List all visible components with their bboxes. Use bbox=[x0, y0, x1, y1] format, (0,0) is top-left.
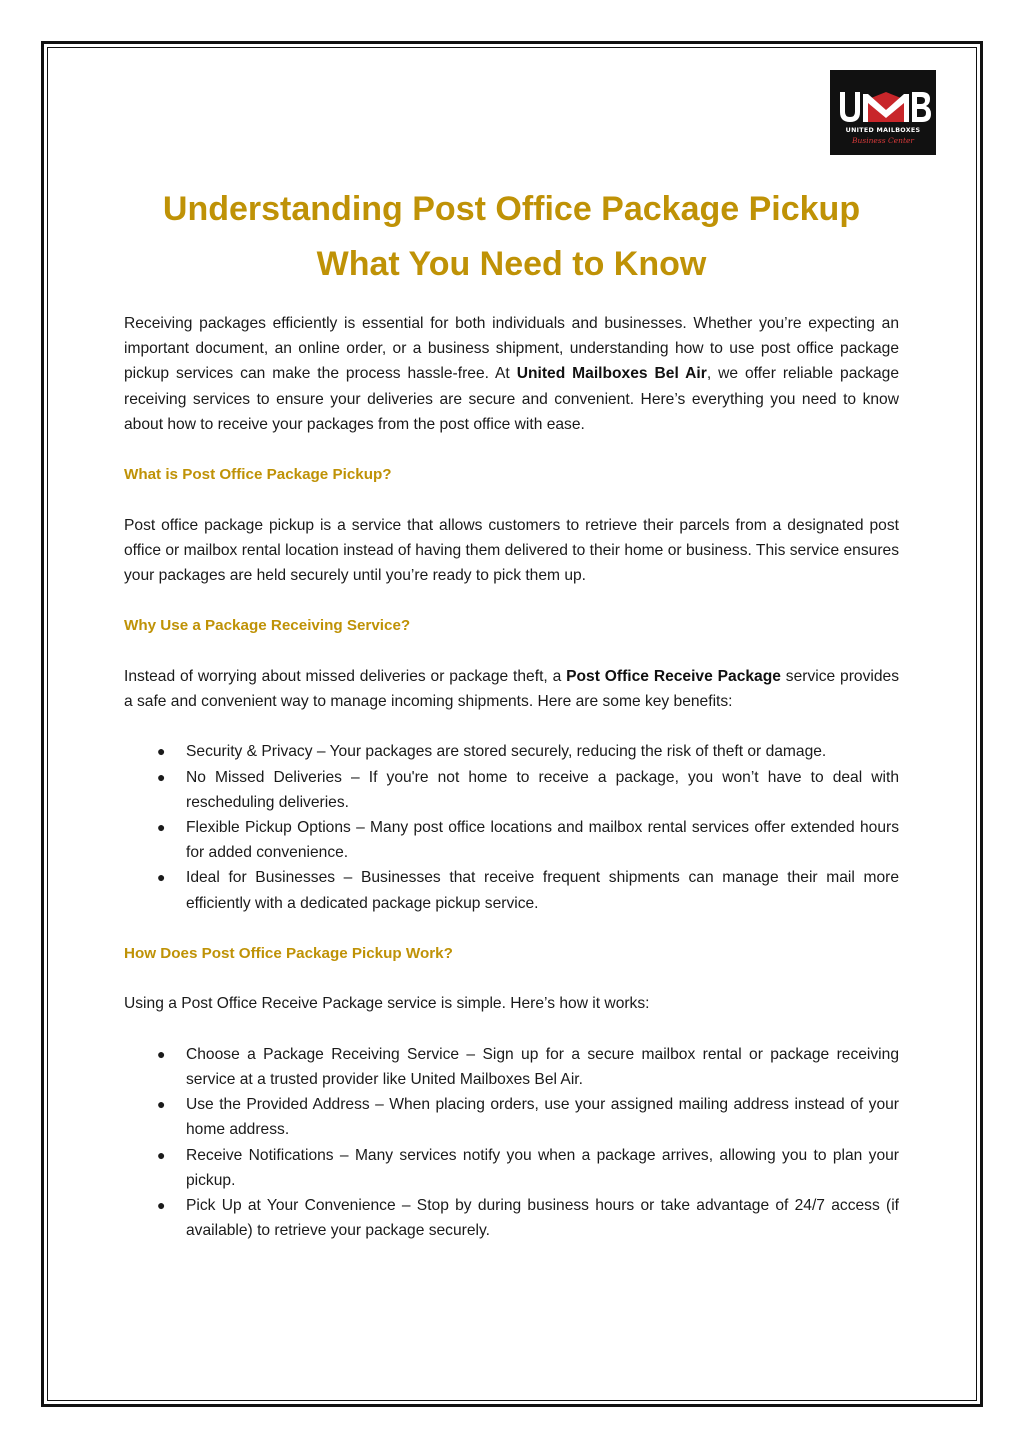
intro-business-name: United Mailboxes Bel Air bbox=[516, 365, 707, 383]
bullet-icon: ● bbox=[157, 1196, 166, 1213]
list-item-text: No Missed Deliveries – If you're not home to receive a package, you won’t have to deal with rescheduling deliveries. bbox=[186, 768, 899, 811]
list-item-text: Flexible Pickup Options – Many post office locations and mailbox rental services offer extended hours for added convenience. bbox=[186, 818, 899, 862]
intro-text-a: Receiving packages efficiently is essential for both individuals and businesses. Whether you’re expecting an important document, an online order, or a business shipment, understanding how to use post office package pickup services can make the process hassle-free. At bbox=[124, 315, 899, 383]
list-item bbox=[124, 1193, 899, 1243]
section-heading-what-is: What is Post Office Package Pickup? bbox=[124, 466, 392, 484]
intro-text-b: , we offer reliable package receiving services to ensure your deliveries are secure and convenient. Here’s everything you need to know about how to receive your packages from the post office with ease. bbox=[124, 365, 900, 433]
bullet-icon: ● bbox=[157, 768, 166, 785]
logo-company-name: UNITED MAILBOXES bbox=[845, 127, 921, 134]
steps-list bbox=[124, 1042, 899, 1244]
bullet-icon: ● bbox=[157, 1146, 166, 1163]
company-logo bbox=[830, 70, 936, 155]
why-use-text-b: service provides a safe and convenient way to manage incoming shipments. Here are some key benefits: bbox=[124, 667, 899, 710]
bullet-icon: ● bbox=[157, 1096, 166, 1113]
list-item bbox=[124, 1143, 899, 1193]
bullet-icon: ● bbox=[157, 818, 166, 835]
why-use-text-a: Instead of worrying about missed deliveries or package theft, a bbox=[124, 667, 567, 685]
article-body bbox=[124, 311, 899, 1243]
benefits-list bbox=[124, 739, 899, 915]
section-what-is-paragraph: Post office package pickup is a service that allows customers to retrieve their parcels from a designated post office or mailbox rental location instead of having them delivered to their home or business. This service ensures your packages are held securely until you’re ready to pick them up. bbox=[124, 516, 899, 584]
section-heading-why-use: Why Use a Package Receiving Service? bbox=[124, 617, 411, 635]
list-item-text: Security & Privacy – Your packages are stored securely, reducing the risk of theft or damage. bbox=[186, 743, 827, 761]
list-item bbox=[124, 739, 899, 764]
section-how-it-works-paragraph: Using a Post Office Receive Package service is simple. Here’s how it works: bbox=[124, 995, 650, 1013]
bullet-icon: ● bbox=[157, 1045, 166, 1062]
list-item-text: Ideal for Businesses – Businesses that receive frequent shipments can manage their mail more efficiently with a dedicated package pickup service. bbox=[186, 869, 899, 912]
section-heading-how-it-works: How Does Post Office Package Pickup Work? bbox=[124, 944, 453, 962]
list-item bbox=[124, 1092, 899, 1142]
page-title bbox=[100, 182, 923, 292]
list-item-text: Pick Up at Your Convenience – Stop by during business hours or take advantage of 24/7 access (if available) to retrieve your package securely. bbox=[186, 1196, 899, 1240]
bullet-icon: ● bbox=[157, 869, 166, 886]
list-item-text: Receive Notifications – Many services notify you when a package arrives, allowing you to plan your pickup. bbox=[186, 1146, 899, 1189]
title-line-1: Understanding Post Office Package Pickup bbox=[162, 190, 861, 228]
list-item-text: Use the Provided Address – When placing orders, use your assigned mailing address instead of your home address. bbox=[186, 1096, 899, 1139]
list-item bbox=[124, 865, 899, 915]
title-line-2: What You Need to Know bbox=[316, 245, 707, 283]
intro-paragraph bbox=[124, 311, 899, 437]
list-item-text: Choose a Package Receiving Service – Sign up for a secure mailbox rental or package receiving service at a trusted provider like United Mailboxes Bel Air. bbox=[186, 1045, 899, 1088]
logo-tagline: Business Center bbox=[852, 136, 914, 145]
list-item bbox=[124, 815, 899, 865]
umb-logo-mark bbox=[830, 70, 936, 130]
list-item bbox=[124, 1042, 899, 1092]
bullet-icon: ● bbox=[157, 743, 166, 760]
why-use-bold-service: Post Office Receive Package bbox=[566, 667, 781, 685]
section-why-use-paragraph bbox=[124, 664, 899, 714]
list-item bbox=[124, 765, 899, 815]
